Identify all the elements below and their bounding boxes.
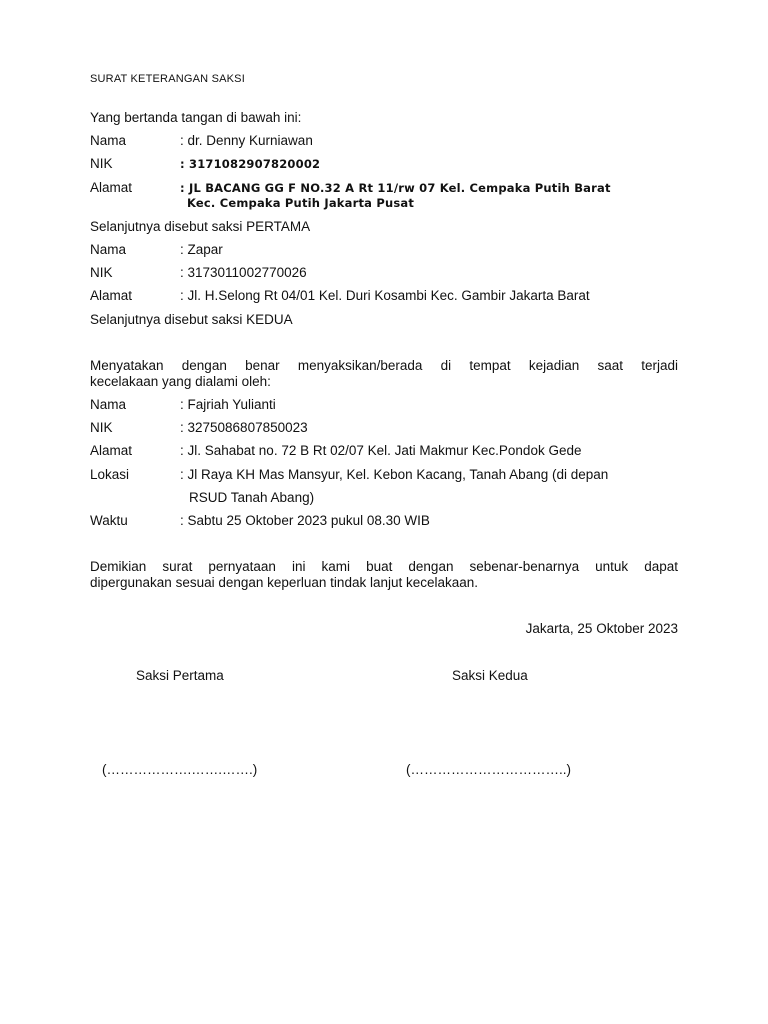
witness1-address-label: Alamat (90, 180, 133, 195)
victim-time-value: : Sabtu 25 Oktober 2023 pukul 08.30 WIB (180, 513, 430, 528)
victim-location-line2: RSUD Tanah Abang) (189, 490, 315, 505)
witness2-address-value: : Jl. H.Selong Rt 04/01 Kel. Duri Kosambi Kec. Gambir Jakarta Barat (180, 288, 590, 303)
closing-line1: Demikian surat pernyataan ini kami buat dengan sebenar-benarnya untuk dapat (90, 559, 678, 574)
statement-line2: kecelakaan yang dialami oleh: (90, 374, 271, 389)
place-date: Jakarta, 25 Oktober 2023 (525, 621, 678, 636)
victim-address-value: : Jl. Sahabat no. 72 B Rt 02/07 Kel. Jati Makmur Kec.Pondok Gede (180, 443, 582, 458)
signature-label-second: Saksi Kedua (452, 668, 528, 683)
victim-nik-label: NIK (90, 420, 113, 435)
witness1-address-line1: : JL BACANG GG F NO.32 A Rt 11/rw 07 Kel. Cempaka Putih Barat (180, 181, 611, 195)
victim-name-label: Nama (90, 397, 127, 412)
witness1-name-value: : dr. Denny Kurniawan (180, 133, 313, 148)
witness1-address-line2: Kec. Cempaka Putih Jakarta Pusat (187, 196, 415, 210)
victim-location-label: Lokasi (90, 467, 130, 482)
witness1-nik-value: : 3171082907820002 (180, 157, 321, 171)
document-title: SURAT KETERANGAN SAKSI (90, 73, 245, 85)
witness1-designation: Selanjutnya disebut saksi PERTAMA (90, 219, 311, 234)
signature-blank-first: (……………….…….…….) (102, 762, 258, 777)
witness1-nik-label: NIK (90, 156, 113, 171)
witness2-name-value: : Zapar (180, 242, 223, 257)
signature-label-first: Saksi Pertama (136, 668, 224, 683)
closing-paragraph (90, 559, 678, 591)
victim-name-value: : Fajriah Yulianti (180, 397, 276, 412)
witness2-nik-value: : 3173011002770026 (180, 265, 307, 280)
witness2-address-label: Alamat (90, 288, 133, 303)
intro-text: Yang bertanda tangan di bawah ini: (90, 110, 302, 125)
witness2-name-label: Nama (90, 242, 127, 257)
witness2-nik-label: NIK (90, 265, 113, 280)
victim-location-line1: : Jl Raya KH Mas Mansyur, Kel. Kebon Kacang, Tanah Abang (di depan (180, 467, 609, 482)
victim-address-label: Alamat (90, 443, 133, 458)
statement-paragraph (90, 358, 678, 390)
signature-blank-second: (……………………………..) (406, 762, 571, 777)
closing-line2: dipergunakan sesuai dengan keperluan tindak lanjut kecelakaan. (90, 575, 479, 590)
statement-line1: Menyatakan dengan benar menyaksikan/berada di tempat kejadian saat terjadi (90, 358, 678, 373)
witness1-name-label: Nama (90, 133, 127, 148)
witness2-designation: Selanjutnya disebut saksi KEDUA (90, 312, 293, 327)
victim-time-label: Waktu (90, 513, 128, 528)
victim-nik-value: : 3275086807850023 (180, 420, 308, 435)
